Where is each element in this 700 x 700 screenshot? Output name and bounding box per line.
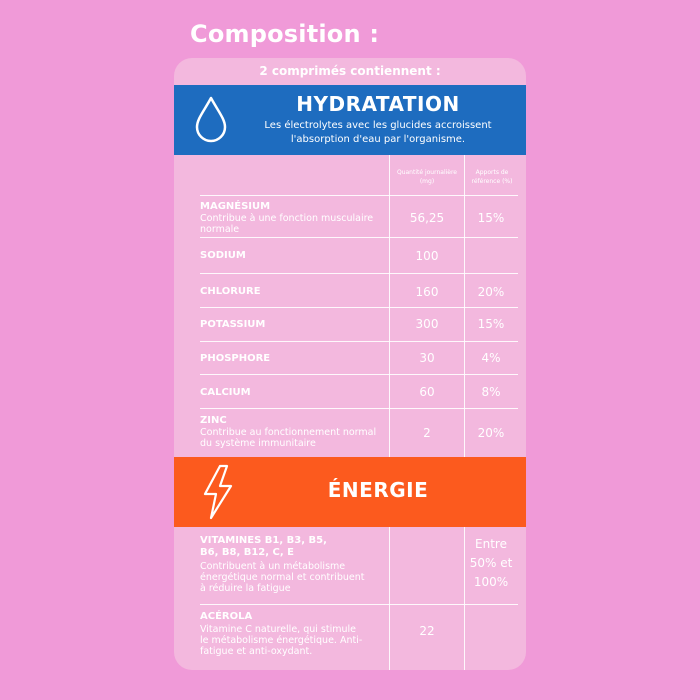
hydration-desc-line: Les électrolytes avec les glucides accroissent <box>264 120 492 131</box>
reference-line: Entre <box>475 537 507 551</box>
table-row <box>174 237 526 273</box>
composition-card <box>174 58 526 670</box>
table-row <box>174 408 526 457</box>
nutrient-reference: 20% <box>477 285 505 299</box>
energy-title: ÉNERGIE <box>327 478 429 502</box>
hydration-desc-line: l'absorption d'eau par l'organisme. <box>290 134 466 145</box>
lightning-bolt-icon <box>200 464 236 520</box>
nutrient-name: ZINC <box>200 415 227 426</box>
nutrient-reference <box>464 535 518 592</box>
reference-line: 50% et <box>469 556 513 570</box>
nutrient-quantity: 56,25 <box>409 211 445 225</box>
nutrient-name: CALCIUM <box>200 387 251 398</box>
nutrient-reference: 8% <box>481 385 501 399</box>
hydration-banner <box>174 85 526 155</box>
nutrient-reference: 20% <box>477 426 505 440</box>
nutrient-reference: 15% <box>477 211 505 225</box>
reference-line: 100% <box>473 575 509 589</box>
nutrient-name: CHLORURE <box>200 286 261 297</box>
water-drop-icon <box>194 95 228 143</box>
table-row <box>174 195 526 237</box>
page-title: Composition : <box>190 20 380 48</box>
table-row <box>174 307 526 341</box>
nutrient-desc-line: énergétique normal et contribuent <box>200 572 365 583</box>
nutrient-name <box>200 535 327 559</box>
nutrient-quantity: 160 <box>415 285 439 299</box>
hydration-description <box>238 119 518 147</box>
nutrient-desc-line: du système immunitaire <box>200 438 316 449</box>
hydration-title: HYDRATATION <box>296 92 460 116</box>
nutrient-reference: 15% <box>477 317 505 331</box>
column-header-quantity <box>390 168 464 186</box>
nutrient-name: SODIUM <box>200 250 246 261</box>
nutrient-description <box>200 213 385 235</box>
nutrient-name: POTASSIUM <box>200 319 266 330</box>
nutrient-quantity: 300 <box>415 317 439 331</box>
table-row <box>174 604 526 670</box>
nutrient-quantity: 100 <box>415 249 439 263</box>
nutrient-name: ACÉROLA <box>200 611 253 622</box>
nutrient-desc-line: normale <box>200 224 240 235</box>
nutrient-reference: 4% <box>481 351 501 365</box>
nutrient-desc-line: le métabolisme énergétique. Anti- <box>200 635 363 646</box>
card-subtitle: 2 comprimés contiennent : <box>259 64 441 78</box>
nutrient-name: MAGNÉSIUM <box>200 201 271 212</box>
nutrient-description <box>200 561 385 594</box>
nutrient-desc-line: Vitamine C naturelle, qui stimule <box>200 624 356 635</box>
nutrient-desc-line: Contribue au fonctionnement normal <box>200 427 377 438</box>
table-row <box>174 273 526 307</box>
column-header-line: référence (%) <box>471 178 513 185</box>
nutrient-desc-line: Contribue à une fonction musculaire <box>200 213 374 224</box>
column-header-line: Apports de <box>475 169 509 176</box>
nutrient-name-line: B6, B8, B12, C, E <box>200 547 294 558</box>
nutrient-quantity: 2 <box>423 426 431 440</box>
column-header-line: (mg) <box>419 178 435 185</box>
nutrient-desc-line: à réduire la fatigue <box>200 583 291 594</box>
nutrient-name-line: VITAMINES B1, B3, B5, <box>200 535 327 546</box>
nutrient-quantity: 22 <box>419 624 435 638</box>
nutrient-desc-line: Contribuent à un métabolisme <box>200 561 346 572</box>
nutrient-quantity: 30 <box>419 351 435 365</box>
nutrient-description <box>200 624 385 657</box>
nutrient-desc-line: fatigue et anti-oxydant. <box>200 646 313 657</box>
table-row <box>174 374 526 408</box>
nutrient-quantity: 60 <box>419 385 435 399</box>
table-row <box>174 527 526 604</box>
nutrient-description <box>200 427 385 449</box>
table-row <box>174 341 526 374</box>
nutrient-name: PHOSPHORE <box>200 353 271 364</box>
column-header-line: Quantité journalière <box>396 169 457 176</box>
energy-banner <box>174 457 526 527</box>
column-header-reference <box>465 168 519 186</box>
